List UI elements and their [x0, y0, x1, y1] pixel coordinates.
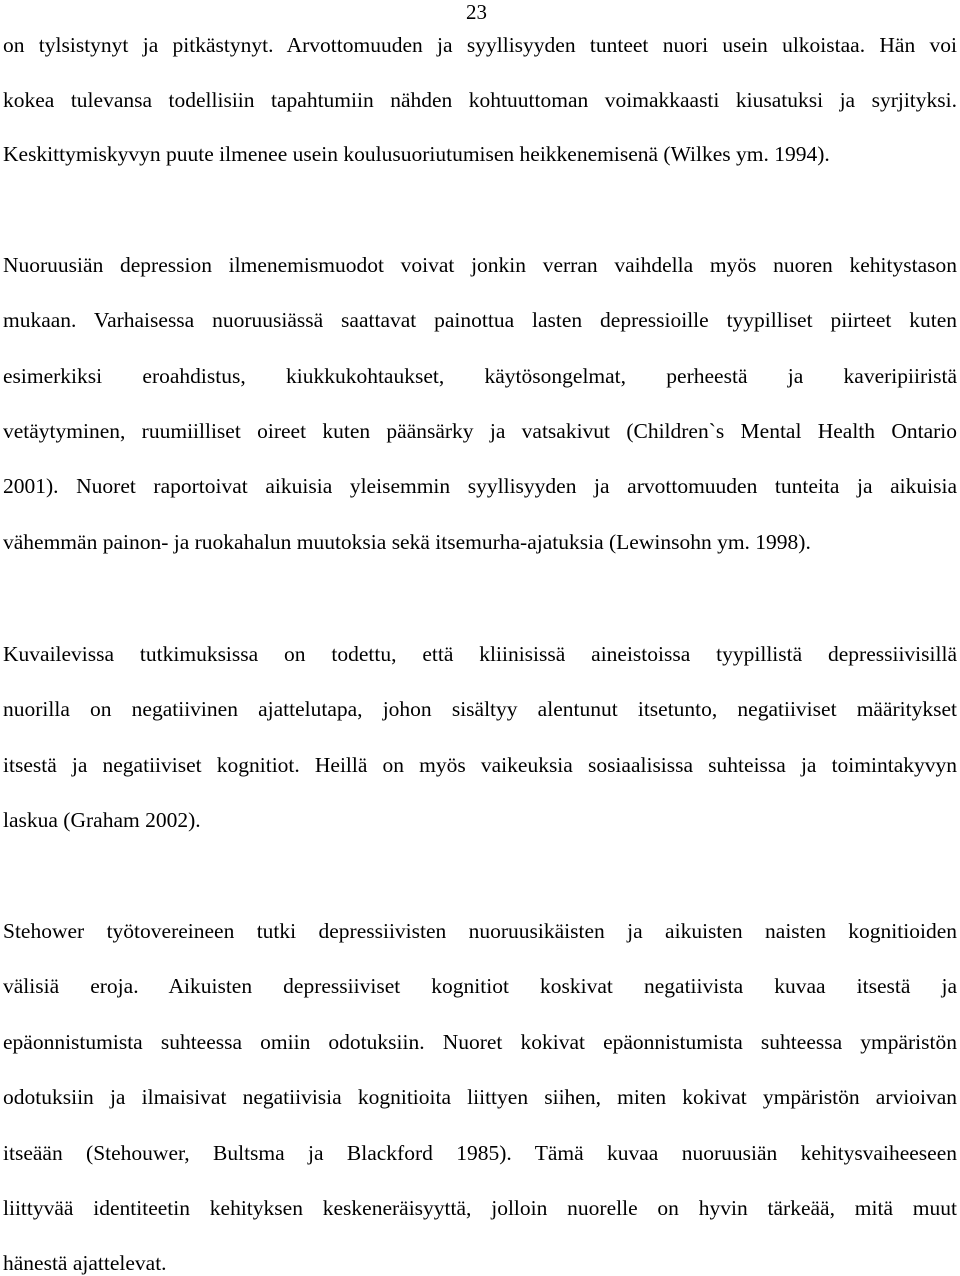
- paragraph-2-line-2: mukaan. Varhaisessa nuoruusiässä saattavat painottua lasten depressioille tyypilliset piirteet kuten: [3, 308, 957, 332]
- paragraph-4-line-5: itseään (Stehouwer, Bultsma ja Blackford 1985). Tämä kuvaa nuoruusiän kehitysvaiheeseen: [3, 1141, 957, 1165]
- paragraph-1-line-2: kokea tulevansa todellisiin tapahtumiin nähden kohtuuttoman voimakkaasti kiusatuksi ja syrjityksi.: [3, 88, 957, 112]
- paragraph-4-line-4: odotuksiin ja ilmaisivat negatiivisia kognitioita liittyen siihen, miten kokivat ympäristön arvioivan: [3, 1085, 957, 1109]
- paragraph-3-line-1: Kuvailevissa tutkimuksissa on todettu, että kliinisissä aineistoissa tyypillistä depressiivisillä: [3, 642, 957, 666]
- paragraph-3-line-2: nuorilla on negatiivinen ajattelutapa, johon sisältyy alentunut itsetunto, negatiiviset määritykset: [3, 697, 957, 721]
- page-number: 23: [466, 0, 487, 24]
- paragraph-4-line-1: Stehower työtovereineen tutki depressiivisten nuoruusikäisten ja aikuisten naisten kognitioiden: [3, 919, 957, 943]
- paragraph-2-line-3: esimerkiksi eroahdistus, kiukkukohtaukset, käytösongelmat, perheestä ja kaveripiiristä: [3, 364, 957, 388]
- paragraph-2-line-4: vetäytyminen, ruumiilliset oireet kuten päänsärky ja vatsakivut (Children`s Mental Health Ontario: [3, 419, 957, 443]
- paragraph-1-line-3: Keskittymiskyvyn puute ilmenee usein koulusuoriutumisen heikkenemisenä (Wilkes ym. 1994).: [3, 142, 830, 166]
- paragraph-2-line-1: Nuoruusiän depression ilmenemismuodot voivat jonkin verran vaihdella myös nuoren kehitystason: [3, 253, 957, 277]
- paragraph-2-line-5: 2001). Nuoret raportoivat aikuisia yleisemmin syyllisyyden ja arvottomuuden tunteita ja aikuisia: [3, 474, 957, 498]
- paragraph-3-line-3: itsestä ja negatiiviset kognitiot. Heillä on myös vaikeuksia sosiaalisissa suhteissa ja toimintakyvyn: [3, 753, 957, 777]
- paragraph-1-line-1: on tylsistynyt ja pitkästynyt. Arvottomuuden ja syyllisyyden tunteet nuori usein ulkoistaa. Hän voi: [3, 33, 957, 57]
- paragraph-4-line-3: epäonnistumista suhteessa omiin odotuksiin. Nuoret kokivat epäonnistumista suhteessa ympäristön: [3, 1030, 957, 1054]
- paragraph-3-line-4: laskua (Graham 2002).: [3, 808, 201, 832]
- paragraph-4-line-2: välisiä eroja. Aikuisten depressiiviset kognitiot koskivat negatiivista kuvaa itsestä ja: [3, 974, 957, 998]
- paragraph-2-line-6: vähemmän painon- ja ruokahalun muutoksia sekä itsemurha-ajatuksia (Lewinsohn ym. 1998).: [3, 530, 811, 554]
- paragraph-4-line-7: hänestä ajattelevat.: [3, 1251, 167, 1275]
- paragraph-4-line-6: liittyvää identiteetin kehityksen keskeneräisyyttä, jolloin nuorelle on hyvin tärkeää, mitä muut: [3, 1196, 957, 1220]
